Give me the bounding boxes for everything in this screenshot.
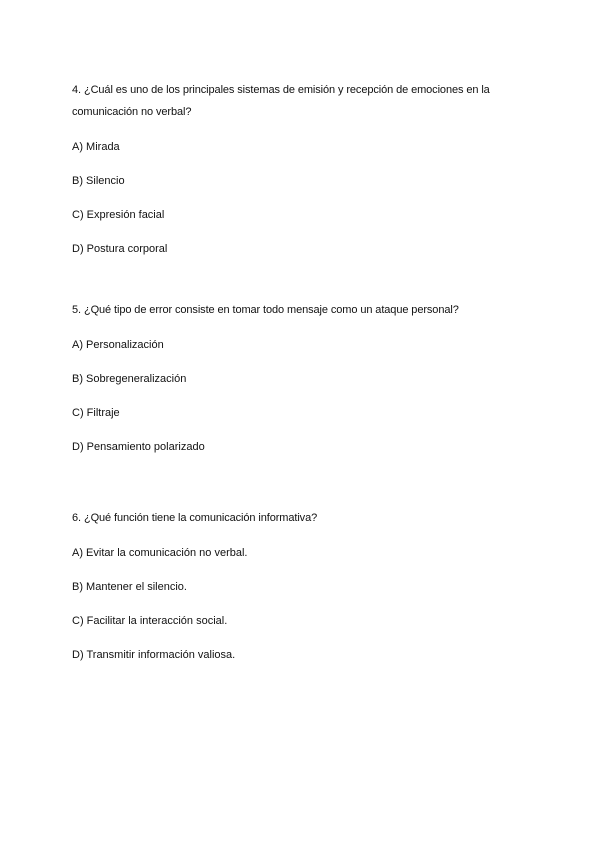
question-5-option-d: D) Pensamiento polarizado — [72, 441, 205, 453]
question-5-text — [72, 299, 532, 321]
question-4 — [72, 79, 532, 276]
question-5-option-c: C) Filtraje — [72, 407, 120, 419]
question-prompt: ¿Cuál es uno de los principales sistemas de emisión y recepción de emociones en la comunicación no verbal? — [72, 84, 490, 118]
question-5-option-a: A) Personalización — [72, 339, 164, 351]
question-4-option-a: A) Mirada — [72, 141, 120, 153]
question-5 — [72, 299, 532, 474]
question-6-option-b: B) Mantener el silencio. — [72, 581, 187, 593]
question-number: 5. — [72, 304, 81, 316]
question-6-text — [72, 507, 532, 529]
question-6-option-a: A) Evitar la comunicación no verbal. — [72, 547, 248, 559]
question-6 — [72, 507, 532, 682]
question-5-option-b: B) Sobregeneralización — [72, 373, 187, 385]
question-prompt: ¿Qué función tiene la comunicación informativa? — [83, 512, 318, 524]
question-6-option-c: C) Facilitar la interacción social. — [72, 615, 228, 627]
question-number: 6. — [72, 512, 81, 524]
question-4-option-d: D) Postura corporal — [72, 243, 168, 255]
question-prompt: ¿Qué tipo de error consiste en tomar todo mensaje como un ataque personal? — [83, 304, 459, 316]
question-4-option-c: C) Expresión facial — [72, 209, 165, 221]
question-4-option-b: B) Silencio — [72, 175, 125, 187]
question-number: 4. — [72, 84, 81, 96]
question-6-option-d: D) Transmitir información valiosa. — [72, 649, 236, 661]
question-4-text — [72, 79, 532, 123]
